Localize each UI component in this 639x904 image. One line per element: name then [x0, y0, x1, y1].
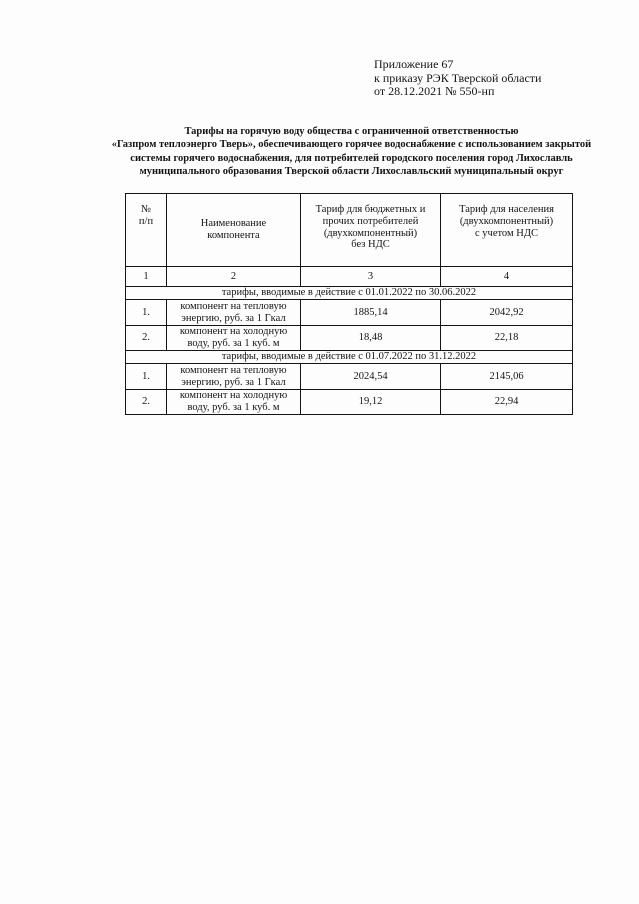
- row-component: компонент на тепловую энергию, руб. за 1 Гкал: [167, 300, 301, 326]
- table-row: [126, 390, 573, 415]
- row-number: 1.: [126, 364, 167, 390]
- column-number: 2: [167, 267, 301, 287]
- appendix-order: к приказу РЭК Тверской области: [374, 70, 542, 85]
- title-line: Тарифы на горячую воду общества с ограниченной ответственностью: [184, 126, 519, 137]
- table-row: [126, 300, 573, 326]
- title-line: системы горячего водоснабжения, для потребителей городского поселения город Лихославль: [130, 152, 573, 164]
- document-title: [80, 125, 623, 179]
- row-component: компонент на холодную воду, руб. за 1 куб. м: [167, 326, 301, 351]
- header-component-name: Наименование компонента: [167, 194, 301, 267]
- section-period: тарифы, вводимые в действие с 01.07.2022 по 31.12.2022: [126, 351, 573, 364]
- row-population-tariff: 2145,06: [441, 364, 573, 390]
- column-numbers-row: [126, 267, 573, 287]
- row-number: 2.: [126, 390, 167, 415]
- table-header-row: [126, 194, 573, 267]
- row-number: 1.: [126, 300, 167, 326]
- title-line: муниципального образования Тверской области Лихославльский муниципальный округ: [139, 166, 564, 178]
- header-population-tariff: Тариф для населения (двухкомпонентный) с учетом НДС: [441, 194, 573, 267]
- header-row-number: № п/п: [126, 194, 167, 267]
- appendix-reference: [374, 58, 541, 99]
- table-row: [126, 364, 573, 390]
- appendix-number: Приложение 67: [374, 57, 454, 71]
- column-number: 1: [126, 267, 167, 287]
- header-budget-tariff: Тариф для бюджетных и прочих потребителей (двухкомпонентный) без НДС: [301, 194, 441, 267]
- section-period-row: [126, 287, 573, 300]
- section-period: тарифы, вводимые в действие с 01.01.2022 по 30.06.2022: [126, 287, 573, 300]
- row-population-tariff: 22,18: [441, 326, 573, 351]
- row-budget-tariff: 2024,54: [301, 364, 441, 390]
- row-population-tariff: 2042,92: [441, 300, 573, 326]
- row-number: 2.: [126, 326, 167, 351]
- row-budget-tariff: 18,48: [301, 326, 441, 351]
- row-component: компонент на холодную воду, руб. за 1 куб. м: [167, 390, 301, 415]
- row-component: компонент на тепловую энергию, руб. за 1 Гкал: [167, 364, 301, 390]
- row-budget-tariff: 1885,14: [301, 300, 441, 326]
- column-number: 3: [301, 267, 441, 287]
- row-population-tariff: 22,94: [441, 390, 573, 415]
- row-budget-tariff: 19,12: [301, 390, 441, 415]
- column-number: 4: [441, 267, 573, 287]
- section-period-row: [126, 351, 573, 364]
- title-line: «Газпром теплоэнерго Тверь», обеспечивающего горячее водоснабжение с использованием закрытой: [111, 139, 592, 151]
- tariff-table: [125, 193, 573, 415]
- table-row: [126, 326, 573, 351]
- appendix-order-date: от 28.12.2021 № 550-нп: [374, 84, 495, 98]
